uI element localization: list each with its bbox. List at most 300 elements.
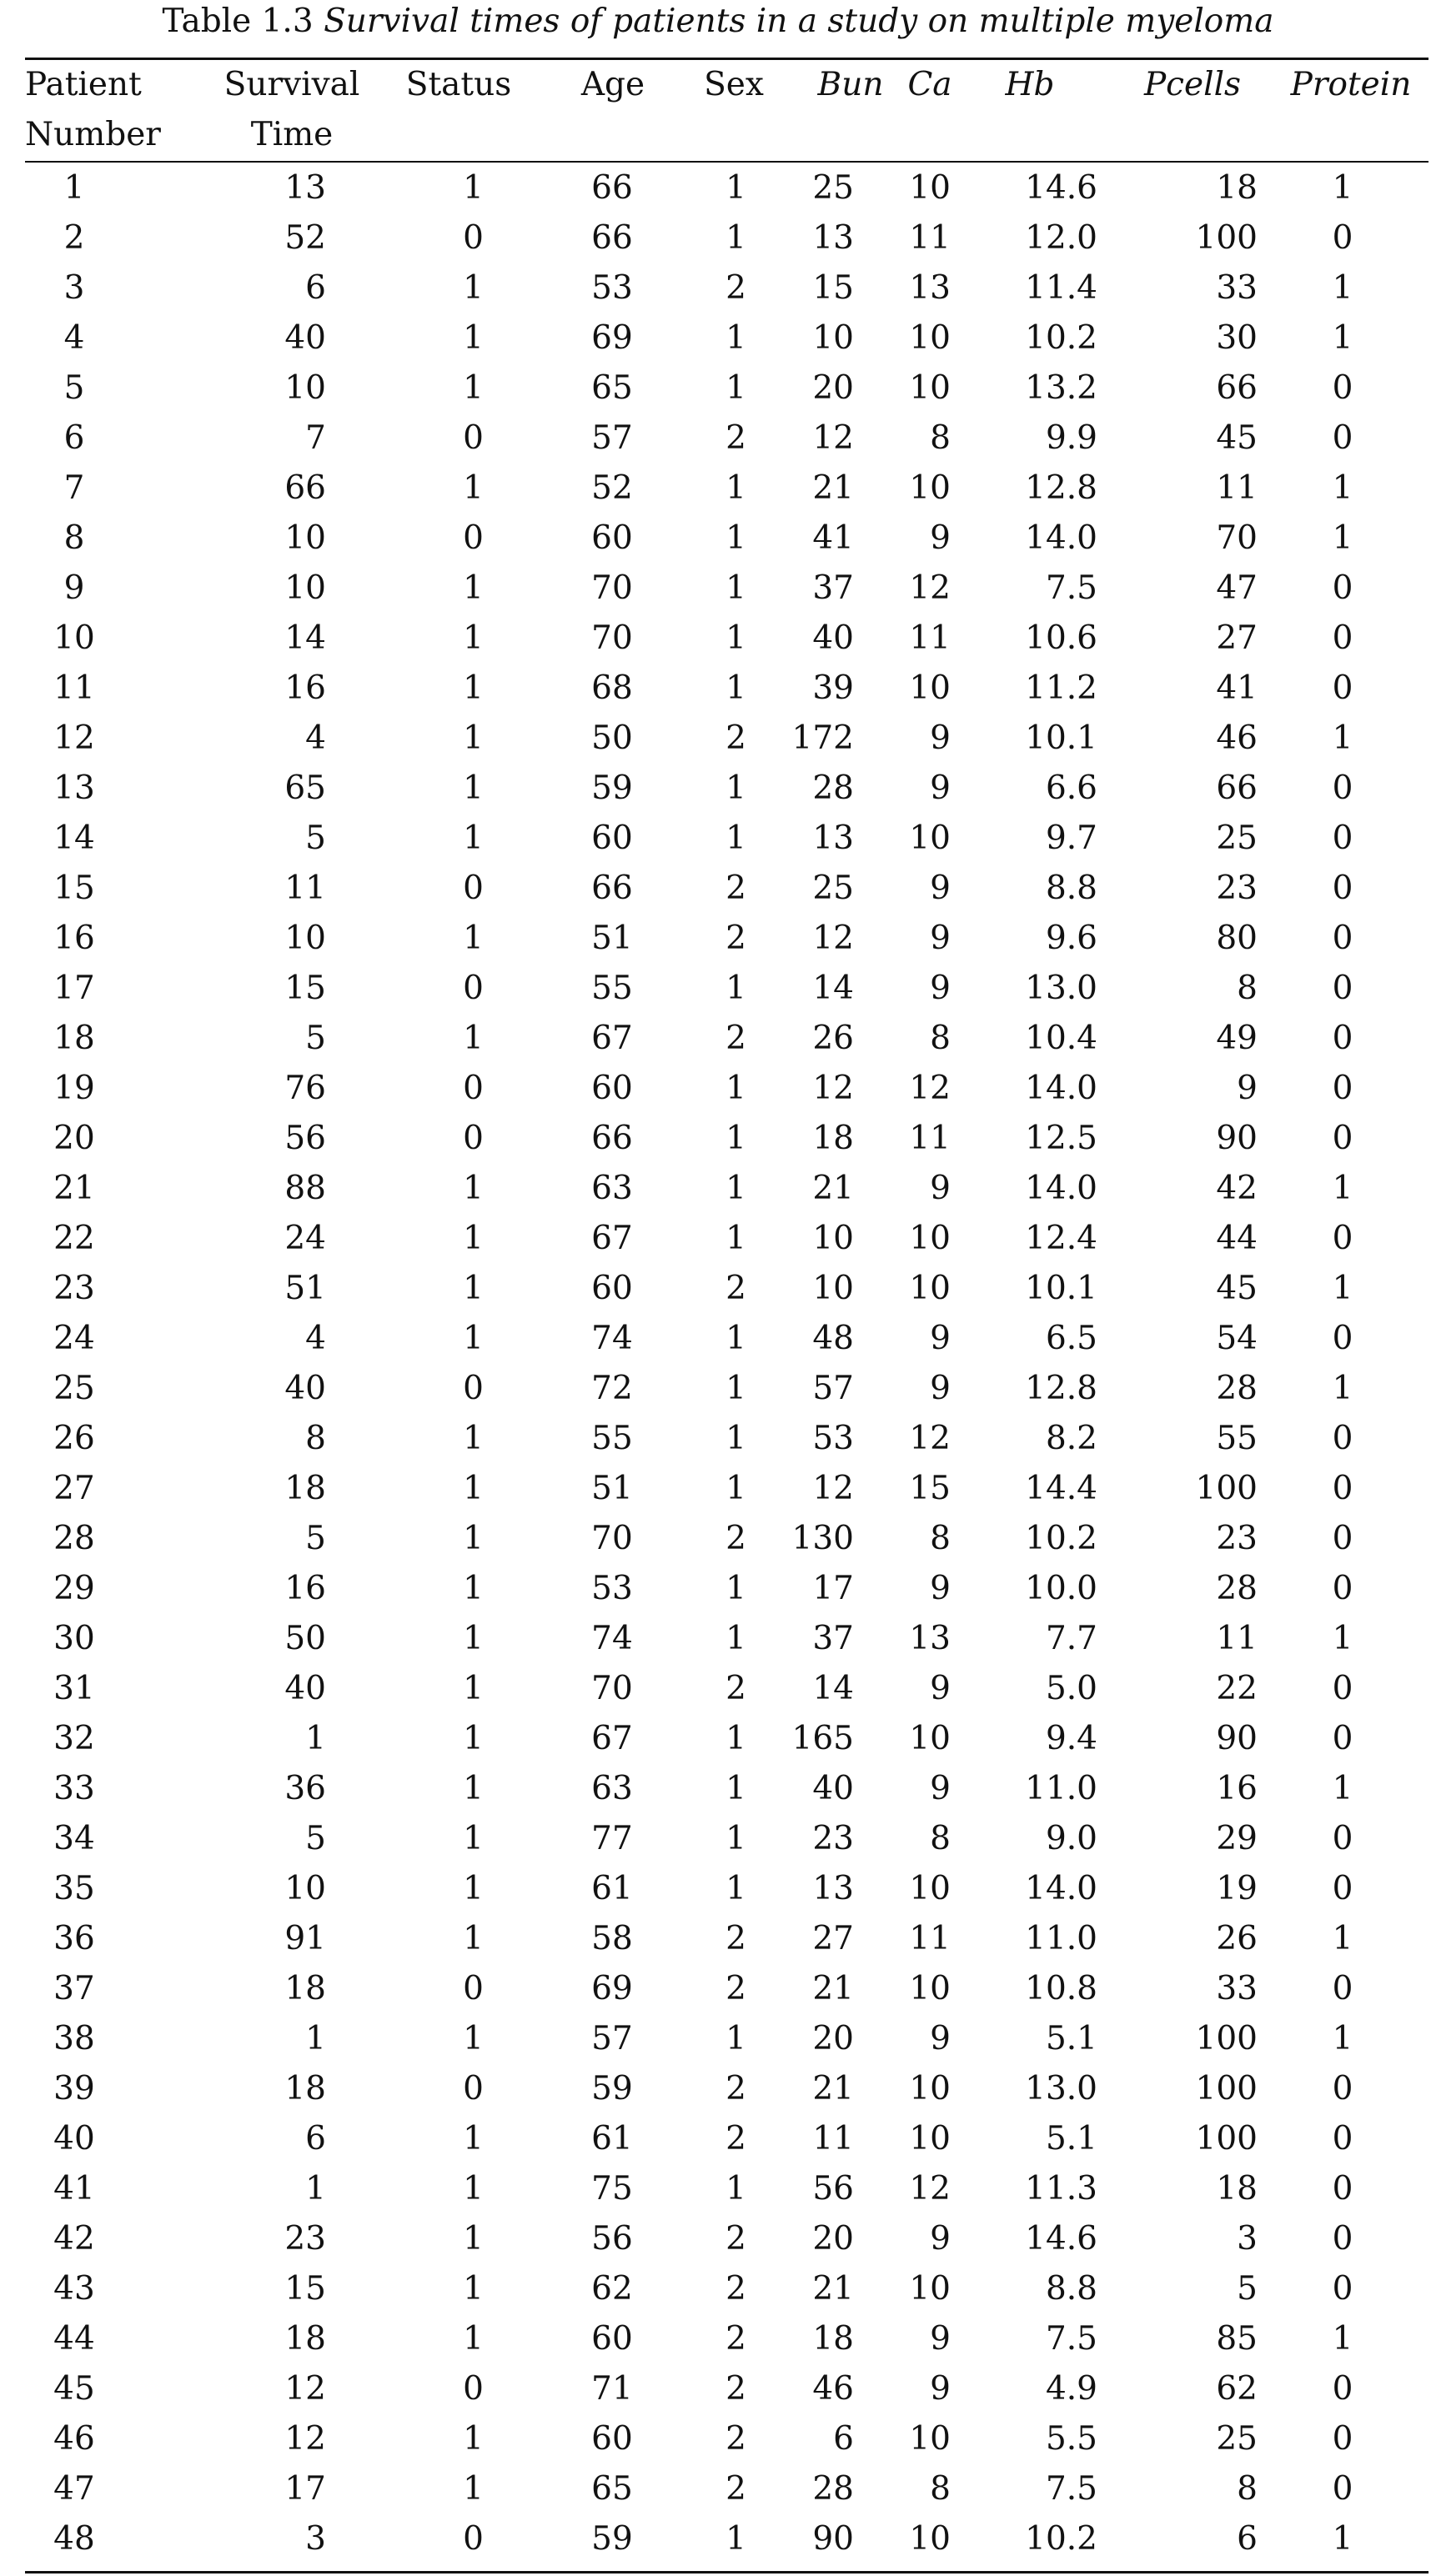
cell-hb: 5.1 <box>1045 2120 1097 2158</box>
cell-pcells: 90 <box>1216 1120 1258 1157</box>
cell-hb: 6.6 <box>1045 769 1097 807</box>
cell-sex: 2 <box>726 920 746 957</box>
cell-survival: 3 <box>305 2520 326 2558</box>
cell-patient: 25 <box>53 1370 95 1407</box>
cell-hb: 14.6 <box>1025 2220 1097 2258</box>
cell-survival: 18 <box>284 2070 326 2107</box>
cell-bun: 13 <box>812 1870 854 1907</box>
cell-patient: 28 <box>53 1520 95 1557</box>
cell-sex: 1 <box>726 1370 746 1407</box>
cell-patient: 37 <box>53 1970 95 2007</box>
cell-ca: 9 <box>930 1570 951 1607</box>
cell-survival: 40 <box>284 319 326 357</box>
cell-age: 65 <box>591 2470 633 2508</box>
cell-patient: 48 <box>53 2520 95 2558</box>
cell-sex: 2 <box>726 2220 746 2258</box>
table-row <box>25 2514 1428 2564</box>
cell-ca: 9 <box>930 970 951 1007</box>
table-row <box>25 864 1428 914</box>
table-row <box>25 1114 1428 1164</box>
cell-protein: 0 <box>1332 1320 1353 1357</box>
cell-survival: 15 <box>284 970 326 1007</box>
cell-age: 57 <box>591 2020 633 2057</box>
cell-bun: 48 <box>812 1320 854 1357</box>
cell-ca: 8 <box>930 1020 951 1057</box>
cell-patient: 38 <box>53 2020 95 2057</box>
cell-ca: 12 <box>909 2170 951 2208</box>
cell-pcells: 33 <box>1216 1970 1258 2007</box>
table-row <box>25 464 1428 514</box>
cell-sex: 1 <box>726 970 746 1007</box>
cell-survival: 13 <box>284 169 326 207</box>
cell-status: 1 <box>463 920 484 957</box>
cell-ca: 9 <box>930 1170 951 1207</box>
cell-patient: 20 <box>53 1120 95 1157</box>
cell-survival: 6 <box>305 269 326 307</box>
cell-patient: 34 <box>53 1820 95 1857</box>
table-row <box>25 363 1428 413</box>
cell-sex: 2 <box>726 1520 746 1557</box>
cell-ca: 9 <box>930 2220 951 2258</box>
cell-protein: 0 <box>1332 419 1353 457</box>
cell-protein: 0 <box>1332 1670 1353 1707</box>
cell-pcells: 66 <box>1216 769 1258 807</box>
table-row <box>25 1664 1428 1714</box>
cell-age: 56 <box>591 2220 633 2258</box>
cell-hb: 5.1 <box>1045 2020 1097 2057</box>
cell-age: 66 <box>591 1120 633 1157</box>
cell-hb: 14.0 <box>1025 1870 1097 1907</box>
cell-patient: 46 <box>53 2420 95 2458</box>
cell-bun: 18 <box>812 1120 854 1157</box>
cell-sex: 2 <box>726 2320 746 2358</box>
cell-hb: 10.1 <box>1025 1270 1097 1307</box>
column-header-ca <box>892 60 967 160</box>
cell-status: 1 <box>463 2320 484 2358</box>
cell-pcells: 47 <box>1216 569 1258 607</box>
cell-survival: 12 <box>284 2420 326 2458</box>
cell-ca: 10 <box>909 2120 951 2158</box>
cell-age: 69 <box>591 319 633 357</box>
cell-hb: 8.8 <box>1045 2270 1097 2308</box>
cell-status: 1 <box>463 2220 484 2258</box>
cell-age: 60 <box>591 1070 633 1107</box>
table-number: Table 1.3 <box>162 3 314 40</box>
cell-sex: 2 <box>726 2270 746 2308</box>
cell-age: 60 <box>591 2420 633 2458</box>
cell-hb: 7.5 <box>1045 2320 1097 2358</box>
table-row <box>25 2064 1428 2114</box>
table-header <box>25 60 1428 160</box>
cell-protein: 1 <box>1332 519 1353 557</box>
cell-patient: 21 <box>53 1170 95 1207</box>
cell-age: 59 <box>591 2070 633 2107</box>
cell-hb: 12.8 <box>1025 1370 1097 1407</box>
cell-survival: 5 <box>305 1520 326 1557</box>
cell-pcells: 100 <box>1195 2020 1258 2057</box>
cell-age: 57 <box>591 419 633 457</box>
cell-pcells: 100 <box>1195 1470 1258 1507</box>
cell-ca: 9 <box>930 2370 951 2408</box>
cell-protein: 0 <box>1332 769 1353 807</box>
cell-bun: 27 <box>812 1920 854 1957</box>
cell-pcells: 8 <box>1237 2470 1258 2508</box>
cell-patient: 44 <box>53 2320 95 2358</box>
cell-status: 1 <box>463 1520 484 1557</box>
cell-age: 71 <box>591 2370 633 2408</box>
cell-survival: 18 <box>284 1970 326 2007</box>
cell-protein: 0 <box>1332 2170 1353 2208</box>
cell-hb: 8.8 <box>1045 870 1097 907</box>
cell-patient: 31 <box>53 1670 95 1707</box>
cell-pcells: 46 <box>1216 719 1258 757</box>
cell-ca: 10 <box>909 1970 951 2007</box>
cell-patient: 12 <box>53 719 95 757</box>
cell-patient: 10 <box>53 619 95 657</box>
table-row <box>25 1464 1428 1514</box>
cell-patient: 35 <box>53 1870 95 1907</box>
column-header-line: Pcells <box>1143 66 1242 103</box>
cell-sex: 1 <box>726 369 746 407</box>
table-row <box>25 814 1428 864</box>
cell-status: 1 <box>463 619 484 657</box>
cell-sex: 2 <box>726 1970 746 2007</box>
cell-bun: 12 <box>812 419 854 457</box>
cell-hb: 10.2 <box>1025 319 1097 357</box>
cell-protein: 0 <box>1332 219 1353 257</box>
cell-pcells: 25 <box>1216 819 1258 857</box>
column-header-age <box>550 60 675 160</box>
cell-status: 0 <box>463 970 484 1007</box>
cell-hb: 12.5 <box>1025 1120 1097 1157</box>
cell-protein: 0 <box>1332 1020 1353 1057</box>
cell-ca: 9 <box>930 719 951 757</box>
cell-protein: 1 <box>1332 469 1353 507</box>
column-header-sex <box>675 60 792 160</box>
cell-bun: 23 <box>812 1820 854 1857</box>
cell-age: 59 <box>591 769 633 807</box>
cell-age: 65 <box>591 369 633 407</box>
cell-pcells: 62 <box>1216 2370 1258 2408</box>
cell-patient: 24 <box>53 1320 95 1357</box>
cell-bun: 41 <box>812 519 854 557</box>
cell-patient: 5 <box>63 369 85 407</box>
cell-ca: 10 <box>909 469 951 507</box>
cell-survival: 66 <box>284 469 326 507</box>
cell-ca: 10 <box>909 2070 951 2107</box>
cell-survival: 1 <box>305 1720 326 1757</box>
cell-status: 1 <box>463 1620 484 1657</box>
cell-sex: 2 <box>726 2070 746 2107</box>
cell-patient: 16 <box>53 920 95 957</box>
column-header-line: Time <box>250 116 334 153</box>
cell-bun: 57 <box>812 1370 854 1407</box>
cell-hb: 7.5 <box>1045 2470 1097 2508</box>
table-row <box>25 1614 1428 1664</box>
cell-bun: 20 <box>812 2220 854 2258</box>
cell-hb: 9.4 <box>1045 1720 1097 1757</box>
cell-ca: 10 <box>909 319 951 357</box>
cell-bun: 18 <box>812 2320 854 2358</box>
cell-sex: 2 <box>726 1920 746 1957</box>
cell-ca: 10 <box>909 669 951 707</box>
cell-pcells: 45 <box>1216 1270 1258 1307</box>
cell-protein: 1 <box>1332 319 1353 357</box>
cell-hb: 13.0 <box>1025 970 1097 1007</box>
cell-hb: 14.0 <box>1025 1170 1097 1207</box>
cell-protein: 0 <box>1332 1570 1353 1607</box>
cell-patient: 4 <box>63 319 85 357</box>
cell-sex: 1 <box>726 569 746 607</box>
cell-survival: 10 <box>284 519 326 557</box>
table-title: Survival times of patients in a study on multiple myeloma <box>324 3 1274 40</box>
cell-patient: 3 <box>63 269 85 307</box>
cell-status: 1 <box>463 1770 484 1807</box>
cell-ca: 13 <box>909 269 951 307</box>
cell-ca: 8 <box>930 1520 951 1557</box>
cell-sex: 1 <box>726 1120 746 1157</box>
cell-status: 1 <box>463 2470 484 2508</box>
cell-age: 55 <box>591 970 633 1007</box>
cell-sex: 1 <box>726 1870 746 1907</box>
cell-sex: 1 <box>726 2020 746 2057</box>
cell-hb: 9.7 <box>1045 819 1097 857</box>
cell-status: 1 <box>463 2120 484 2158</box>
cell-survival: 16 <box>284 1570 326 1607</box>
cell-hb: 10.2 <box>1025 1520 1097 1557</box>
cell-status: 0 <box>463 419 484 457</box>
cell-bun: 21 <box>812 1970 854 2007</box>
table-row <box>25 163 1428 213</box>
column-header-pcells <box>1117 60 1268 160</box>
cell-protein: 0 <box>1332 2370 1353 2408</box>
table-row <box>25 263 1428 313</box>
cell-sex: 1 <box>726 1720 746 1757</box>
cell-status: 1 <box>463 2420 484 2458</box>
cell-pcells: 49 <box>1216 1020 1258 1057</box>
cell-patient: 15 <box>53 870 95 907</box>
cell-pcells: 23 <box>1216 870 1258 907</box>
cell-status: 1 <box>463 1170 484 1207</box>
cell-ca: 10 <box>909 2520 951 2558</box>
cell-status: 1 <box>463 669 484 707</box>
cell-protein: 0 <box>1332 1220 1353 1257</box>
cell-protein: 0 <box>1332 569 1353 607</box>
cell-bun: 12 <box>812 1470 854 1507</box>
cell-survival: 4 <box>305 1320 326 1357</box>
cell-survival: 5 <box>305 1820 326 1857</box>
cell-protein: 1 <box>1332 1770 1353 1807</box>
cell-patient: 23 <box>53 1270 95 1307</box>
cell-patient: 6 <box>63 419 85 457</box>
cell-status: 0 <box>463 519 484 557</box>
cell-status: 1 <box>463 1470 484 1507</box>
cell-bun: 17 <box>812 1570 854 1607</box>
cell-age: 53 <box>591 1570 633 1607</box>
cell-status: 1 <box>463 2270 484 2308</box>
cell-pcells: 11 <box>1216 469 1258 507</box>
cell-survival: 40 <box>284 1370 326 1407</box>
cell-hb: 9.6 <box>1045 920 1097 957</box>
cell-bun: 10 <box>812 1220 854 1257</box>
table-row <box>25 714 1428 764</box>
cell-patient: 18 <box>53 1020 95 1057</box>
cell-patient: 43 <box>53 2270 95 2308</box>
table-row <box>25 2164 1428 2214</box>
cell-protein: 0 <box>1332 1470 1353 1507</box>
cell-pcells: 29 <box>1216 1820 1258 1857</box>
cell-patient: 32 <box>53 1720 95 1757</box>
cell-protein: 1 <box>1332 2320 1353 2358</box>
cell-protein: 0 <box>1332 819 1353 857</box>
cell-bun: 28 <box>812 2470 854 2508</box>
cell-sex: 1 <box>726 1070 746 1107</box>
cell-bun: 40 <box>812 1770 854 1807</box>
cell-age: 70 <box>591 1520 633 1557</box>
cell-hb: 10.2 <box>1025 2520 1097 2558</box>
cell-pcells: 26 <box>1216 1920 1258 1957</box>
table-row <box>25 2364 1428 2414</box>
table-row <box>25 914 1428 964</box>
cell-bun: 15 <box>812 269 854 307</box>
cell-status: 1 <box>463 1870 484 1907</box>
cell-age: 50 <box>591 719 633 757</box>
cell-age: 68 <box>591 669 633 707</box>
cell-patient: 17 <box>53 970 95 1007</box>
cell-protein: 0 <box>1332 1070 1353 1107</box>
cell-bun: 14 <box>812 1670 854 1707</box>
cell-sex: 1 <box>726 819 746 857</box>
cell-survival: 50 <box>284 1620 326 1657</box>
cell-sex: 1 <box>726 1570 746 1607</box>
cell-pcells: 3 <box>1237 2220 1258 2258</box>
cell-pcells: 18 <box>1216 2170 1258 2208</box>
cell-survival: 1 <box>305 2020 326 2057</box>
table-row <box>25 1264 1428 1314</box>
cell-patient: 27 <box>53 1470 95 1507</box>
table-body <box>25 163 1428 2564</box>
table-row <box>25 1714 1428 1764</box>
cell-status: 0 <box>463 1070 484 1107</box>
cell-survival: 23 <box>284 2220 326 2258</box>
table-row <box>25 2264 1428 2314</box>
cell-bun: 53 <box>812 1420 854 1457</box>
cell-pcells: 54 <box>1216 1320 1258 1357</box>
table-row <box>25 2014 1428 2064</box>
cell-patient: 33 <box>53 1770 95 1807</box>
cell-status: 1 <box>463 1020 484 1057</box>
cell-hb: 14.0 <box>1025 1070 1097 1107</box>
column-header-line: Hb <box>1005 66 1055 103</box>
cell-bun: 13 <box>812 219 854 257</box>
cell-hb: 6.5 <box>1045 1320 1097 1357</box>
cell-protein: 1 <box>1332 2020 1353 2057</box>
cell-ca: 12 <box>909 1070 951 1107</box>
cell-protein: 1 <box>1332 1370 1353 1407</box>
cell-bun: 165 <box>791 1720 854 1757</box>
column-header-line: Survival <box>223 66 360 103</box>
cell-ca: 12 <box>909 569 951 607</box>
cell-pcells: 55 <box>1216 1420 1258 1457</box>
cell-age: 60 <box>591 2320 633 2358</box>
cell-ca: 10 <box>909 1220 951 1257</box>
table-row <box>25 1914 1428 1964</box>
table-row <box>25 664 1428 714</box>
cell-status: 1 <box>463 1320 484 1357</box>
cell-pcells: 44 <box>1216 1220 1258 1257</box>
cell-hb: 11.0 <box>1025 1770 1097 1807</box>
table-row <box>25 514 1428 564</box>
cell-pcells: 85 <box>1216 2320 1258 2358</box>
cell-patient: 36 <box>53 1920 95 1957</box>
cell-protein: 0 <box>1332 870 1353 907</box>
cell-protein: 0 <box>1332 2270 1353 2308</box>
cell-survival: 10 <box>284 1870 326 1907</box>
cell-status: 1 <box>463 819 484 857</box>
cell-sex: 1 <box>726 2520 746 2558</box>
cell-sex: 1 <box>726 1420 746 1457</box>
cell-protein: 0 <box>1332 1120 1353 1157</box>
column-header-line: Status <box>405 66 512 103</box>
cell-age: 51 <box>591 920 633 957</box>
table-row <box>25 1164 1428 1214</box>
cell-protein: 1 <box>1332 1920 1353 1957</box>
cell-survival: 51 <box>284 1270 326 1307</box>
cell-pcells: 41 <box>1216 669 1258 707</box>
cell-pcells: 100 <box>1195 2070 1258 2107</box>
column-header-line: Number <box>25 116 161 153</box>
table-row <box>25 2214 1428 2264</box>
cell-bun: 90 <box>812 2520 854 2558</box>
column-header-line: Bun <box>817 66 884 103</box>
cell-sex: 2 <box>726 2120 746 2158</box>
cell-hb: 9.9 <box>1045 419 1097 457</box>
cell-status: 0 <box>463 2370 484 2408</box>
cell-status: 1 <box>463 169 484 207</box>
cell-ca: 8 <box>930 1820 951 1857</box>
cell-sex: 1 <box>726 1620 746 1657</box>
cell-survival: 15 <box>284 2270 326 2308</box>
cell-survival: 8 <box>305 1420 326 1457</box>
table-row <box>25 1764 1428 1814</box>
cell-protein: 0 <box>1332 1420 1353 1457</box>
table-row <box>25 614 1428 664</box>
cell-age: 52 <box>591 469 633 507</box>
cell-sex: 1 <box>726 1170 746 1207</box>
cell-age: 67 <box>591 1020 633 1057</box>
column-header-status <box>375 60 542 160</box>
cell-protein: 0 <box>1332 619 1353 657</box>
table-row <box>25 1814 1428 1864</box>
cell-age: 72 <box>591 1370 633 1407</box>
cell-bun: 39 <box>812 669 854 707</box>
cell-sex: 2 <box>726 1670 746 1707</box>
cell-protein: 0 <box>1332 2070 1353 2107</box>
cell-pcells: 70 <box>1216 519 1258 557</box>
cell-survival: 11 <box>284 870 326 907</box>
cell-protein: 0 <box>1332 920 1353 957</box>
cell-status: 1 <box>463 1220 484 1257</box>
cell-age: 60 <box>591 519 633 557</box>
column-header-protein <box>1276 60 1426 160</box>
table-row <box>25 564 1428 614</box>
cell-status: 1 <box>463 1720 484 1757</box>
table-row <box>25 1214 1428 1264</box>
cell-ca: 9 <box>930 769 951 807</box>
table-row <box>25 1064 1428 1114</box>
cell-bun: 40 <box>812 619 854 657</box>
column-header-patient <box>25 60 161 160</box>
